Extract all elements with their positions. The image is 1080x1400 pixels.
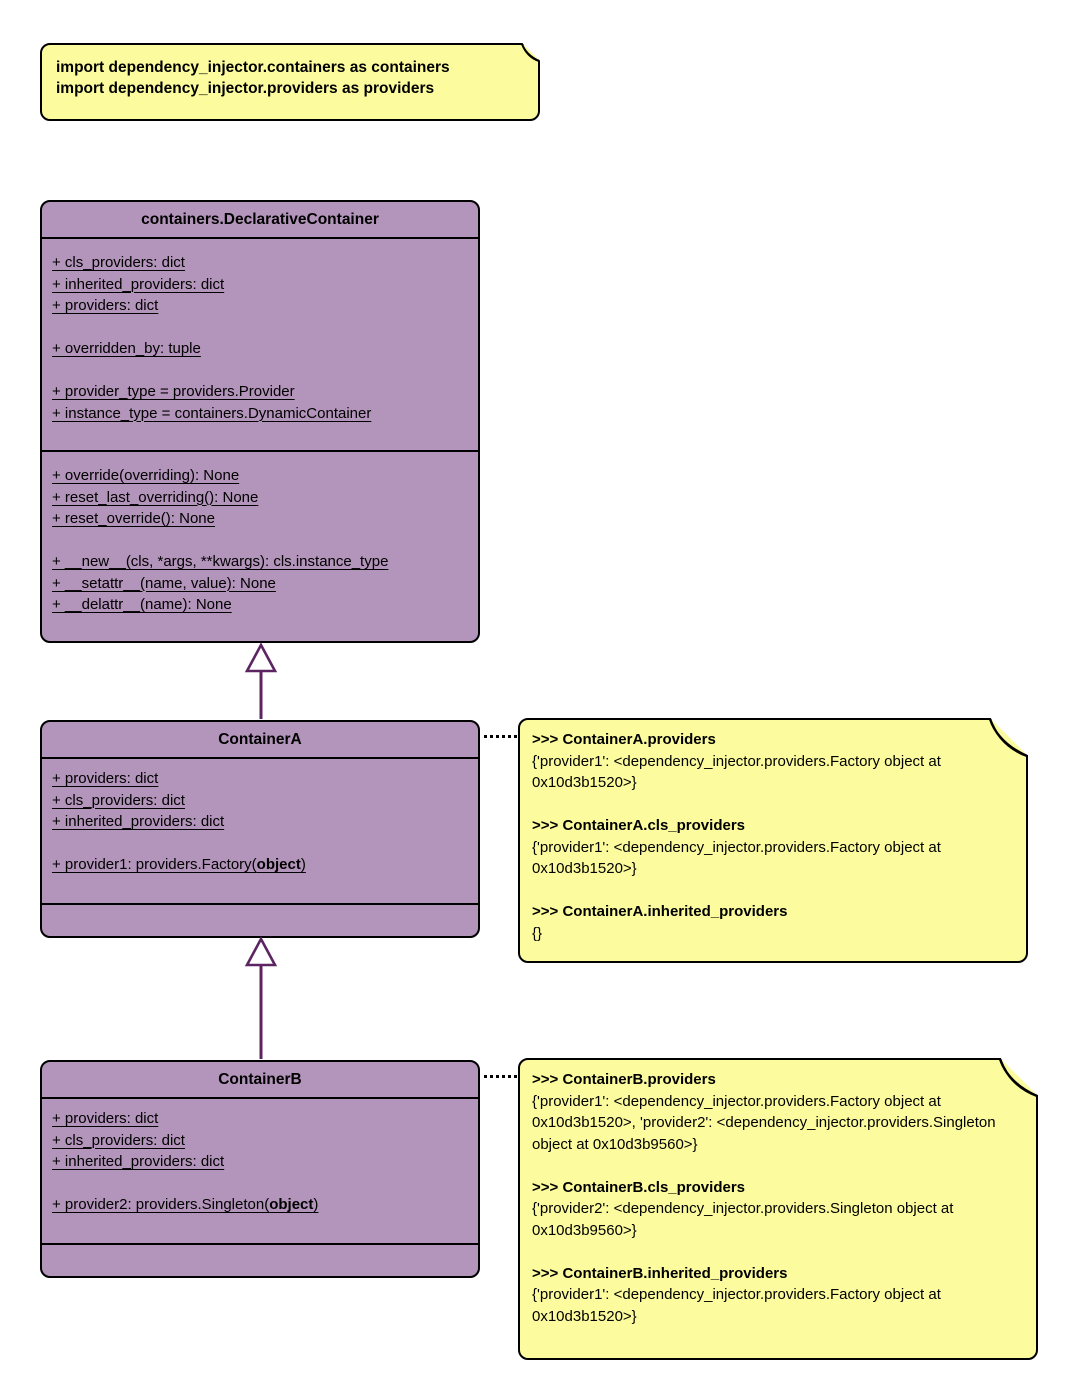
repl-command: >>> ContainerB.inherited_providers — [532, 1264, 788, 1282]
attributes-compartment — [42, 239, 478, 452]
attribute-line: + cls_providers: dict — [52, 1131, 185, 1149]
repl-command: >>> ContainerB.providers — [532, 1071, 716, 1088]
repl-output: {'provider1': <dependency_injector.providers.Factory object at 0x10d3b1520>, 'provider2': <dependency_injector.providers.Singleton object at 0x10d3b9560>} — [532, 1092, 996, 1153]
repl-command: >>> ContainerA.providers — [532, 731, 716, 748]
class-container-b — [40, 1060, 480, 1278]
repl-block — [532, 901, 1014, 944]
attribute-line: + cls_providers: dict — [52, 791, 185, 809]
attribute-line: + provider_type = providers.Provider — [52, 383, 295, 400]
inheritance-arrow-b-to-a — [247, 939, 275, 1059]
note-connector-a — [484, 735, 517, 738]
attributes-compartment — [42, 1099, 478, 1245]
class-title: ContainerB — [42, 1062, 478, 1099]
provider-suffix: ) — [313, 1196, 319, 1213]
methods-compartment-empty — [42, 905, 478, 936]
repl-command: >>> ContainerB.cls_providers — [532, 1178, 746, 1196]
import-line-1: import dependency_injector.containers as containers — [56, 59, 450, 76]
attribute-line: + overridden_by: tuple — [52, 340, 201, 357]
repl-block — [532, 1069, 1024, 1155]
note-container-a — [518, 718, 1028, 963]
note-connector-b — [484, 1075, 517, 1078]
provider-suffix: ) — [300, 856, 306, 873]
repl-output: {'provider1': <dependency_injector.providers.Factory object at 0x10d3b1520>} — [532, 838, 941, 877]
method-line: + __setattr__(name, value): None — [52, 574, 276, 592]
note-container-b — [518, 1058, 1038, 1360]
repl-output: {} — [532, 924, 543, 942]
class-title: containers.DeclarativeContainer — [42, 202, 478, 239]
method-line: + __new__(cls, *args, **kwargs): cls.instance_type — [52, 553, 389, 570]
repl-output: {'provider2': <dependency_injector.providers.Singleton object at 0x10d3b9560>} — [532, 1200, 954, 1239]
repl-block — [532, 729, 1014, 794]
methods-compartment — [42, 452, 478, 641]
imports-note — [40, 43, 540, 121]
attribute-line: + cls_providers: dict — [52, 254, 185, 271]
class-declarative-container — [40, 200, 480, 643]
attributes-compartment — [42, 759, 478, 905]
attribute-line: + inherited_providers: dict — [52, 1153, 225, 1170]
provider-prefix: + provider1: providers.Factory( — [52, 856, 257, 873]
attribute-line: + providers: dict — [52, 770, 159, 787]
repl-output: {'provider1': <dependency_injector.providers.Factory object at 0x10d3b1520>} — [532, 1286, 941, 1325]
class-title: ContainerA — [42, 722, 478, 759]
attribute-line: + inherited_providers: dict — [52, 275, 225, 293]
attribute-line: + providers: dict — [52, 1110, 159, 1127]
inheritance-arrow-a-to-declarative — [247, 645, 275, 719]
repl-block — [532, 1177, 1024, 1242]
class-container-a — [40, 720, 480, 938]
repl-command: >>> ContainerA.cls_providers — [532, 817, 746, 834]
repl-command: >>> ContainerA.inherited_providers — [532, 903, 788, 920]
attribute-line-provider1 — [52, 854, 468, 876]
method-line: + reset_last_overriding(): None — [52, 488, 259, 506]
provider-object-bold: object — [269, 1196, 314, 1213]
method-line: + override(overriding): None — [52, 467, 240, 484]
repl-output: {'provider1': <dependency_injector.providers.Factory object at 0x10d3b1520>} — [532, 752, 941, 791]
attribute-line: + instance_type = containers.DynamicContainer — [52, 404, 372, 422]
repl-block — [532, 1263, 1024, 1328]
method-line: + __delattr__(name): None — [52, 596, 232, 613]
attribute-line-provider2 — [52, 1194, 468, 1216]
method-line: + reset_override(): None — [52, 510, 215, 527]
attribute-line: + inherited_providers: dict — [52, 813, 225, 830]
methods-compartment-empty — [42, 1245, 478, 1276]
provider-object-bold: object — [256, 856, 301, 873]
attribute-line: + providers: dict — [52, 297, 159, 314]
import-line-2: import dependency_injector.providers as providers — [56, 80, 435, 97]
repl-block — [532, 815, 1014, 880]
provider-prefix: + provider2: providers.Singleton( — [52, 1196, 270, 1213]
